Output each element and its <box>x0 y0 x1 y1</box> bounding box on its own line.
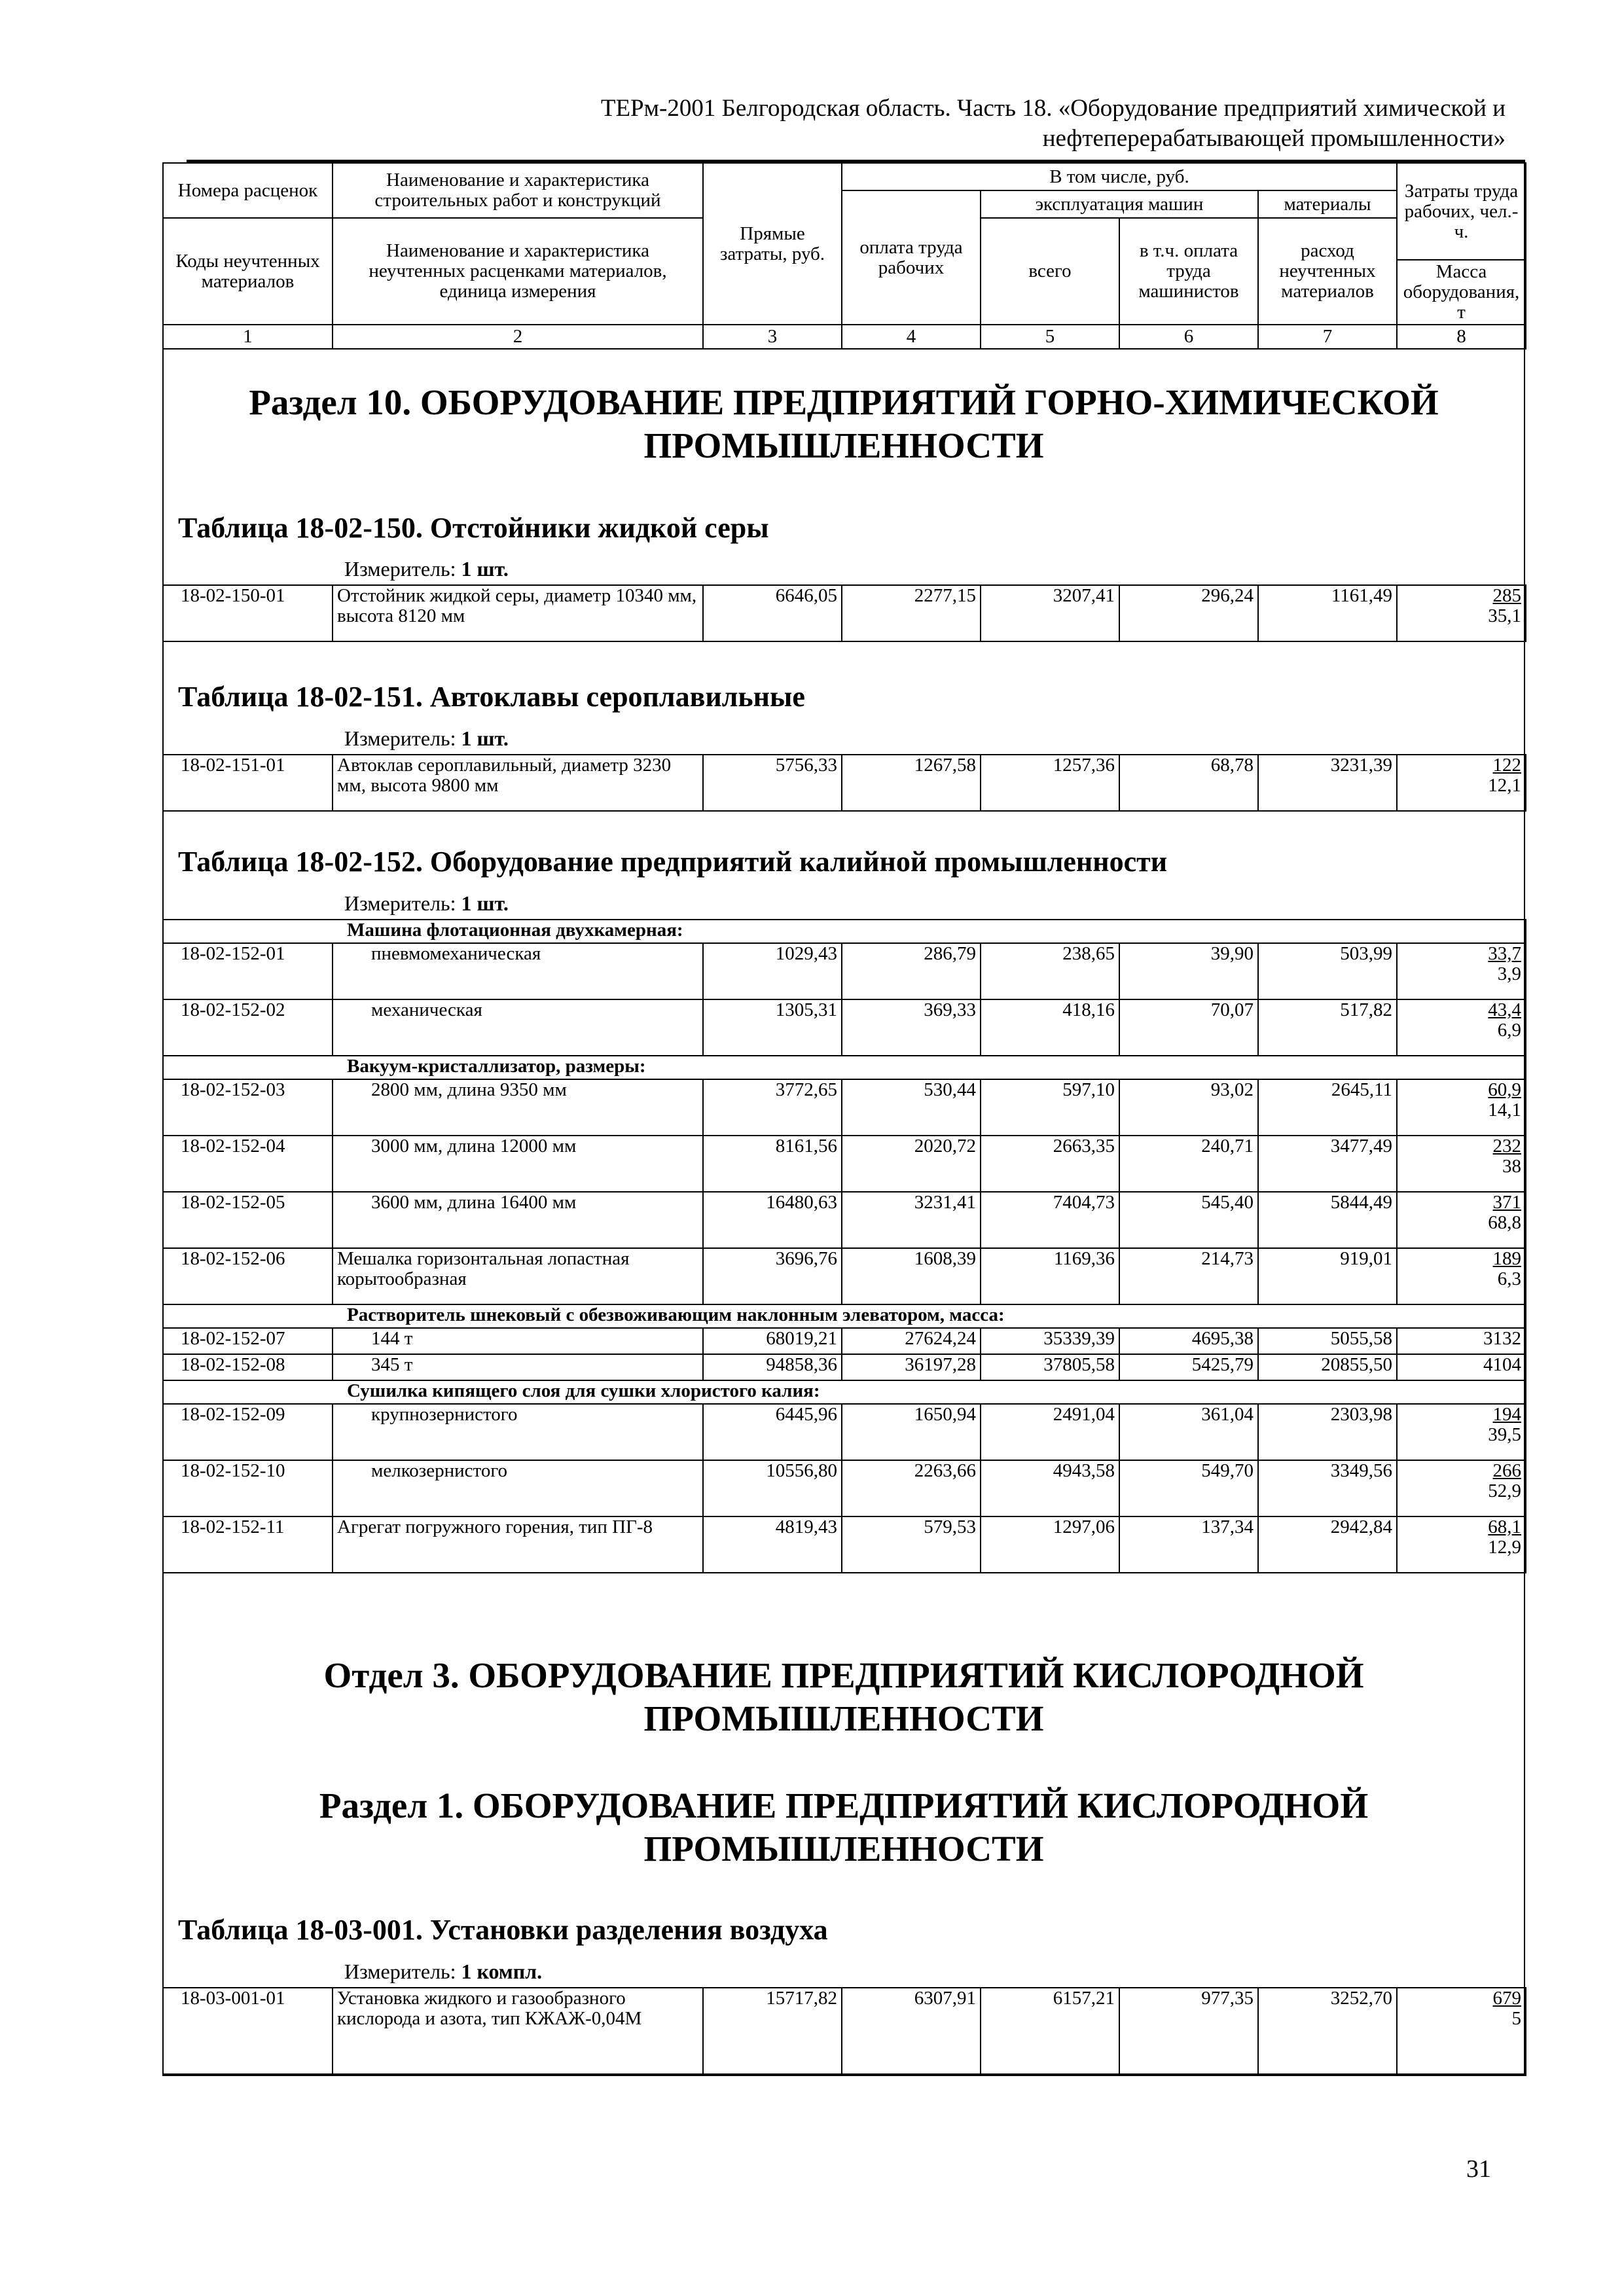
labor-and-mass <box>1397 1248 1526 1304</box>
group-row <box>163 1380 1526 1404</box>
rate-description: 3600 мм, длина 16400 мм <box>333 1192 703 1248</box>
rates-table-001 <box>162 1987 1526 2076</box>
materials: 2645,11 <box>1258 1079 1397 1136</box>
measure-line <box>344 557 509 581</box>
labor-hours: 43,4 <box>1488 999 1522 1020</box>
labor-and-mass <box>1397 1136 1526 1192</box>
operator-pay: 137,34 <box>1119 1516 1258 1573</box>
equipment-mass: 38 <box>1502 1156 1522 1177</box>
machines-total: 6157,21 <box>981 1988 1119 2075</box>
direct-costs: 10556,80 <box>703 1460 842 1516</box>
machines-total: 7404,73 <box>981 1192 1119 1248</box>
rate-description: Отстойник жидкой серы, диаметр 10340 мм, высота 8120 мм <box>333 585 703 641</box>
header-unaccounted-materials: расход неучтенных материалов <box>1258 218 1397 325</box>
materials: 503,99 <box>1258 943 1397 999</box>
measure-label: Измеритель: <box>344 1960 456 1983</box>
operator-pay: 4695,38 <box>1119 1328 1258 1354</box>
measure-line <box>344 891 509 915</box>
header-material-names: Наименование и характеристика неучтенных расценками материалов, единица измерения <box>333 218 703 325</box>
measure-label: Измеритель: <box>344 726 456 750</box>
operator-pay: 296,24 <box>1119 585 1258 641</box>
table-row <box>163 1248 1526 1304</box>
table-row <box>163 1328 1526 1354</box>
table-title: Таблица 18-02-150. Отстойники жидкой серы <box>178 512 769 544</box>
rate-description: Мешалка горизонтальная лопастная корытообразная <box>333 1248 703 1304</box>
worker-pay: 2277,15 <box>842 585 981 641</box>
worker-pay: 36197,28 <box>842 1354 981 1380</box>
table-row <box>163 1460 1526 1516</box>
materials: 919,01 <box>1258 1248 1397 1304</box>
table-row <box>163 1136 1526 1192</box>
equipment-mass: 12,9 <box>1488 1537 1522 1558</box>
worker-pay: 530,44 <box>842 1079 981 1136</box>
header-work-name: Наименование и характеристика строительных работ и конструкций <box>333 163 703 218</box>
materials: 3252,70 <box>1258 1988 1397 2075</box>
column-numbers-row <box>163 325 1526 349</box>
rate-description: 144 т <box>333 1328 703 1354</box>
column-number: 3 <box>703 325 842 349</box>
table-row <box>163 1516 1526 1573</box>
direct-costs: 8161,56 <box>703 1136 842 1192</box>
group-row <box>163 1056 1526 1079</box>
rate-description: Агрегат погружного горения, тип ПГ-8 <box>333 1516 703 1573</box>
direct-costs: 16480,63 <box>703 1192 842 1248</box>
rate-code: 18-02-152-02 <box>163 999 333 1056</box>
equipment-mass: 68,8 <box>1488 1212 1522 1233</box>
header-material-codes: Коды неучтенных материалов <box>163 218 333 325</box>
machines-total: 2663,35 <box>981 1136 1119 1192</box>
rate-description: Установка жидкого и газообразного кислорода и азота, тип КЖАЖ-0,04М <box>333 1988 703 2075</box>
machines-total: 2491,04 <box>981 1404 1119 1460</box>
equipment-mass: 52,9 <box>1488 1480 1522 1501</box>
column-number: 4 <box>842 325 981 349</box>
machines-total: 597,10 <box>981 1079 1119 1136</box>
equipment-mass: 3,9 <box>1497 963 1522 984</box>
worker-pay: 1650,94 <box>842 1404 981 1460</box>
rate-code: 18-02-152-01 <box>163 943 333 999</box>
rate-description: крупнозернистого <box>333 1404 703 1460</box>
machines-total: 35339,39 <box>981 1328 1119 1354</box>
labor-and-mass <box>1397 1079 1526 1136</box>
equipment-mass: 12,1 <box>1488 775 1521 796</box>
column-number: 7 <box>1258 325 1397 349</box>
rate-code: 18-02-152-09 <box>163 1404 333 1460</box>
table-row <box>163 755 1526 811</box>
rate-description: механическая <box>333 999 703 1056</box>
header-rate-number: Номера расценок <box>163 163 333 218</box>
rate-code: 18-02-152-05 <box>163 1192 333 1248</box>
labor-hours: 679 <box>1492 1988 1521 2009</box>
labor-and-mass <box>1397 1460 1526 1516</box>
labor-hours: 122 <box>1492 755 1521 776</box>
materials: 1161,49 <box>1258 585 1397 641</box>
rate-code: 18-02-152-08 <box>163 1354 333 1380</box>
worker-pay: 6307,91 <box>842 1988 981 2075</box>
equipment-mass: 6,3 <box>1497 1268 1522 1289</box>
equipment-mass: 4104 <box>1397 1354 1526 1380</box>
operator-pay: 545,40 <box>1119 1192 1258 1248</box>
materials: 517,82 <box>1258 999 1397 1056</box>
worker-pay: 3231,41 <box>842 1192 981 1248</box>
direct-costs: 1305,31 <box>703 999 842 1056</box>
machines-total: 3207,41 <box>981 585 1119 641</box>
rates-table-152 <box>162 919 1526 1573</box>
labor-and-mass <box>1397 1192 1526 1248</box>
group-label: Машина флотационная двухкамерная: <box>163 920 1526 943</box>
direct-costs: 3696,76 <box>703 1248 842 1304</box>
measure-value: 1 шт. <box>461 726 509 750</box>
labor-and-mass <box>1397 943 1526 999</box>
labor-hours: 189 <box>1492 1248 1522 1269</box>
operator-pay: 39,90 <box>1119 943 1258 999</box>
rate-description: 2800 мм, длина 9350 мм <box>333 1079 703 1136</box>
measure-value: 1 компл. <box>461 1960 543 1983</box>
labor-and-mass <box>1397 585 1526 641</box>
worker-pay: 2020,72 <box>842 1136 981 1192</box>
section-heading: Раздел 10. ОБОРУДОВАНИЕ ПРЕДПРИЯТИЙ ГОРНО-ХИМИЧЕСКОЙ ПРОМЫШЛЕННОСТИ <box>249 382 1439 465</box>
table-title: Таблица 18-03-001. Установки разделения воздуха <box>178 1914 828 1946</box>
labor-hours: 60,9 <box>1488 1079 1522 1100</box>
machines-total: 37805,58 <box>981 1354 1119 1380</box>
operator-pay: 977,35 <box>1119 1988 1258 2075</box>
header-including: В том числе, руб. <box>842 163 1397 190</box>
header-operator-pay: в т.ч. оплата труда машинистов <box>1119 218 1258 325</box>
header-worker-pay: оплата труда рабочих <box>842 190 981 325</box>
rates-table-150 <box>162 584 1526 642</box>
machines-total: 1169,36 <box>981 1248 1119 1304</box>
direct-costs: 68019,21 <box>703 1328 842 1354</box>
machines-total: 4943,58 <box>981 1460 1119 1516</box>
column-number: 5 <box>981 325 1119 349</box>
table-row <box>163 943 1526 999</box>
machines-total: 238,65 <box>981 943 1119 999</box>
group-label: Сушилка кипящего слоя для сушки хлористого калия: <box>163 1380 1526 1404</box>
table-row <box>163 1988 1526 2075</box>
table-row <box>163 1192 1526 1248</box>
measure-line <box>344 1960 542 1983</box>
equipment-mass: 39,5 <box>1488 1424 1522 1445</box>
rate-code: 18-02-152-10 <box>163 1460 333 1516</box>
rates-table-151 <box>162 754 1526 812</box>
machines-total: 1257,36 <box>981 755 1119 811</box>
measure-line <box>344 726 509 750</box>
operator-pay: 549,70 <box>1119 1460 1258 1516</box>
materials: 20855,50 <box>1258 1354 1397 1380</box>
column-number: 1 <box>163 325 333 349</box>
department-heading: Отдел 3. ОБОРУДОВАНИЕ ПРЕДПРИЯТИЙ КИСЛОРОДНОЙ ПРОМЫШЛЕННОСТИ <box>323 1655 1364 1738</box>
header-machines: эксплуатация машин <box>981 190 1258 218</box>
rate-description: мелкозернистого <box>333 1460 703 1516</box>
direct-costs: 6646,05 <box>703 585 842 641</box>
rate-code: 18-02-150-01 <box>163 585 333 641</box>
rate-code: 18-02-152-06 <box>163 1248 333 1304</box>
page-number: 31 <box>1466 2155 1491 2183</box>
worker-pay: 286,79 <box>842 943 981 999</box>
running-header-line2: нефтеперерабатывающей промышленности» <box>1042 125 1506 152</box>
materials: 3231,39 <box>1258 755 1397 811</box>
worker-pay: 2263,66 <box>842 1460 981 1516</box>
table-title: Таблица 18-02-152. Оборудование предприятий калийной промышленности <box>178 846 1168 878</box>
machines-total: 1297,06 <box>981 1516 1119 1573</box>
labor-and-mass <box>1397 999 1526 1056</box>
machines-total: 418,16 <box>981 999 1119 1056</box>
worker-pay: 1608,39 <box>842 1248 981 1304</box>
direct-costs: 94858,36 <box>703 1354 842 1380</box>
column-number: 6 <box>1119 325 1258 349</box>
labor-hours: 232 <box>1492 1136 1522 1157</box>
rate-description: Автоклав сероплавильный, диаметр 3230 мм, высота 9800 мм <box>333 755 703 811</box>
operator-pay: 361,04 <box>1119 1404 1258 1460</box>
table-row <box>163 585 1526 641</box>
labor-and-mass <box>1397 1988 1526 2075</box>
equipment-mass: 14,1 <box>1488 1100 1522 1121</box>
materials: 2303,98 <box>1258 1404 1397 1460</box>
group-label: Растворитель шнековый с обезвоживающим наклонным элеватором, масса: <box>163 1304 1526 1328</box>
rate-code: 18-02-152-11 <box>163 1516 333 1573</box>
table-row <box>163 999 1526 1056</box>
column-number: 8 <box>1397 325 1526 349</box>
rate-code: 18-03-001-01 <box>163 1988 333 2075</box>
measure-label: Измеритель: <box>344 557 456 581</box>
group-label: Вакуум-кристаллизатор, размеры: <box>163 1056 1526 1079</box>
operator-pay: 93,02 <box>1119 1079 1258 1136</box>
labor-hours: 68,1 <box>1488 1516 1522 1537</box>
operator-pay: 70,07 <box>1119 999 1258 1056</box>
direct-costs: 4819,43 <box>703 1516 842 1573</box>
equipment-mass: 35,1 <box>1488 605 1521 626</box>
rate-code: 18-02-152-03 <box>163 1079 333 1136</box>
measure-label: Измеритель: <box>344 891 456 915</box>
table-row <box>163 1404 1526 1460</box>
materials: 5844,49 <box>1258 1192 1397 1248</box>
header-direct-costs: Прямые затраты, руб. <box>703 163 842 325</box>
rate-code: 18-02-152-07 <box>163 1328 333 1354</box>
direct-costs: 1029,43 <box>703 943 842 999</box>
table-title: Таблица 18-02-151. Автоклавы сероплавильные <box>178 681 805 713</box>
worker-pay: 369,33 <box>842 999 981 1056</box>
rate-description: 3000 мм, длина 12000 мм <box>333 1136 703 1192</box>
labor-hours: 285 <box>1492 585 1521 606</box>
running-header-line1: ТЕРм-2001 Белгородская область. Часть 18. «Оборудование предприятий химической и <box>600 95 1506 122</box>
operator-pay: 240,71 <box>1119 1136 1258 1192</box>
column-header-table <box>162 162 1526 350</box>
rate-description: 345 т <box>333 1354 703 1380</box>
materials: 5055,58 <box>1258 1328 1397 1354</box>
rate-description: пневмомеханическая <box>333 943 703 999</box>
operator-pay: 68,78 <box>1119 755 1258 811</box>
materials: 3477,49 <box>1258 1136 1397 1192</box>
equipment-mass: 3132 <box>1397 1328 1526 1354</box>
column-number: 2 <box>333 325 703 349</box>
table-row <box>163 1354 1526 1380</box>
operator-pay: 214,73 <box>1119 1248 1258 1304</box>
materials: 2942,84 <box>1258 1516 1397 1573</box>
operator-pay: 5425,79 <box>1119 1354 1258 1380</box>
equipment-mass: 5 <box>1511 2008 1521 2029</box>
section-heading: Раздел 1. ОБОРУДОВАНИЕ ПРЕДПРИЯТИЙ КИСЛОРОДНОЙ ПРОМЫШЛЕННОСТИ <box>319 1785 1369 1869</box>
header-materials: материалы <box>1258 190 1397 218</box>
rate-code: 18-02-152-04 <box>163 1136 333 1192</box>
header-labor-costs: Затраты труда рабочих, чел.-ч. <box>1397 163 1526 260</box>
labor-and-mass <box>1397 1516 1526 1573</box>
labor-hours: 33,7 <box>1488 943 1522 964</box>
worker-pay: 579,53 <box>842 1516 981 1573</box>
direct-costs: 6445,96 <box>703 1404 842 1460</box>
header-equipment-mass: Масса оборудования, т <box>1397 260 1526 325</box>
running-header <box>327 94 1506 154</box>
labor-and-mass <box>1397 755 1526 811</box>
group-row <box>163 920 1526 943</box>
direct-costs: 5756,33 <box>703 755 842 811</box>
measure-value: 1 шт. <box>461 891 509 915</box>
rate-code: 18-02-151-01 <box>163 755 333 811</box>
direct-costs: 15717,82 <box>703 1988 842 2075</box>
labor-and-mass <box>1397 1404 1526 1460</box>
measure-value: 1 шт. <box>461 557 509 581</box>
labor-hours: 266 <box>1492 1460 1522 1481</box>
worker-pay: 27624,24 <box>842 1328 981 1354</box>
direct-costs: 3772,65 <box>703 1079 842 1136</box>
labor-hours: 194 <box>1492 1404 1522 1425</box>
labor-hours: 371 <box>1492 1192 1522 1213</box>
materials: 3349,56 <box>1258 1460 1397 1516</box>
equipment-mass: 6,9 <box>1497 1020 1522 1041</box>
header-machines-total: всего <box>981 218 1119 325</box>
worker-pay: 1267,58 <box>842 755 981 811</box>
group-row <box>163 1304 1526 1328</box>
table-row <box>163 1079 1526 1136</box>
